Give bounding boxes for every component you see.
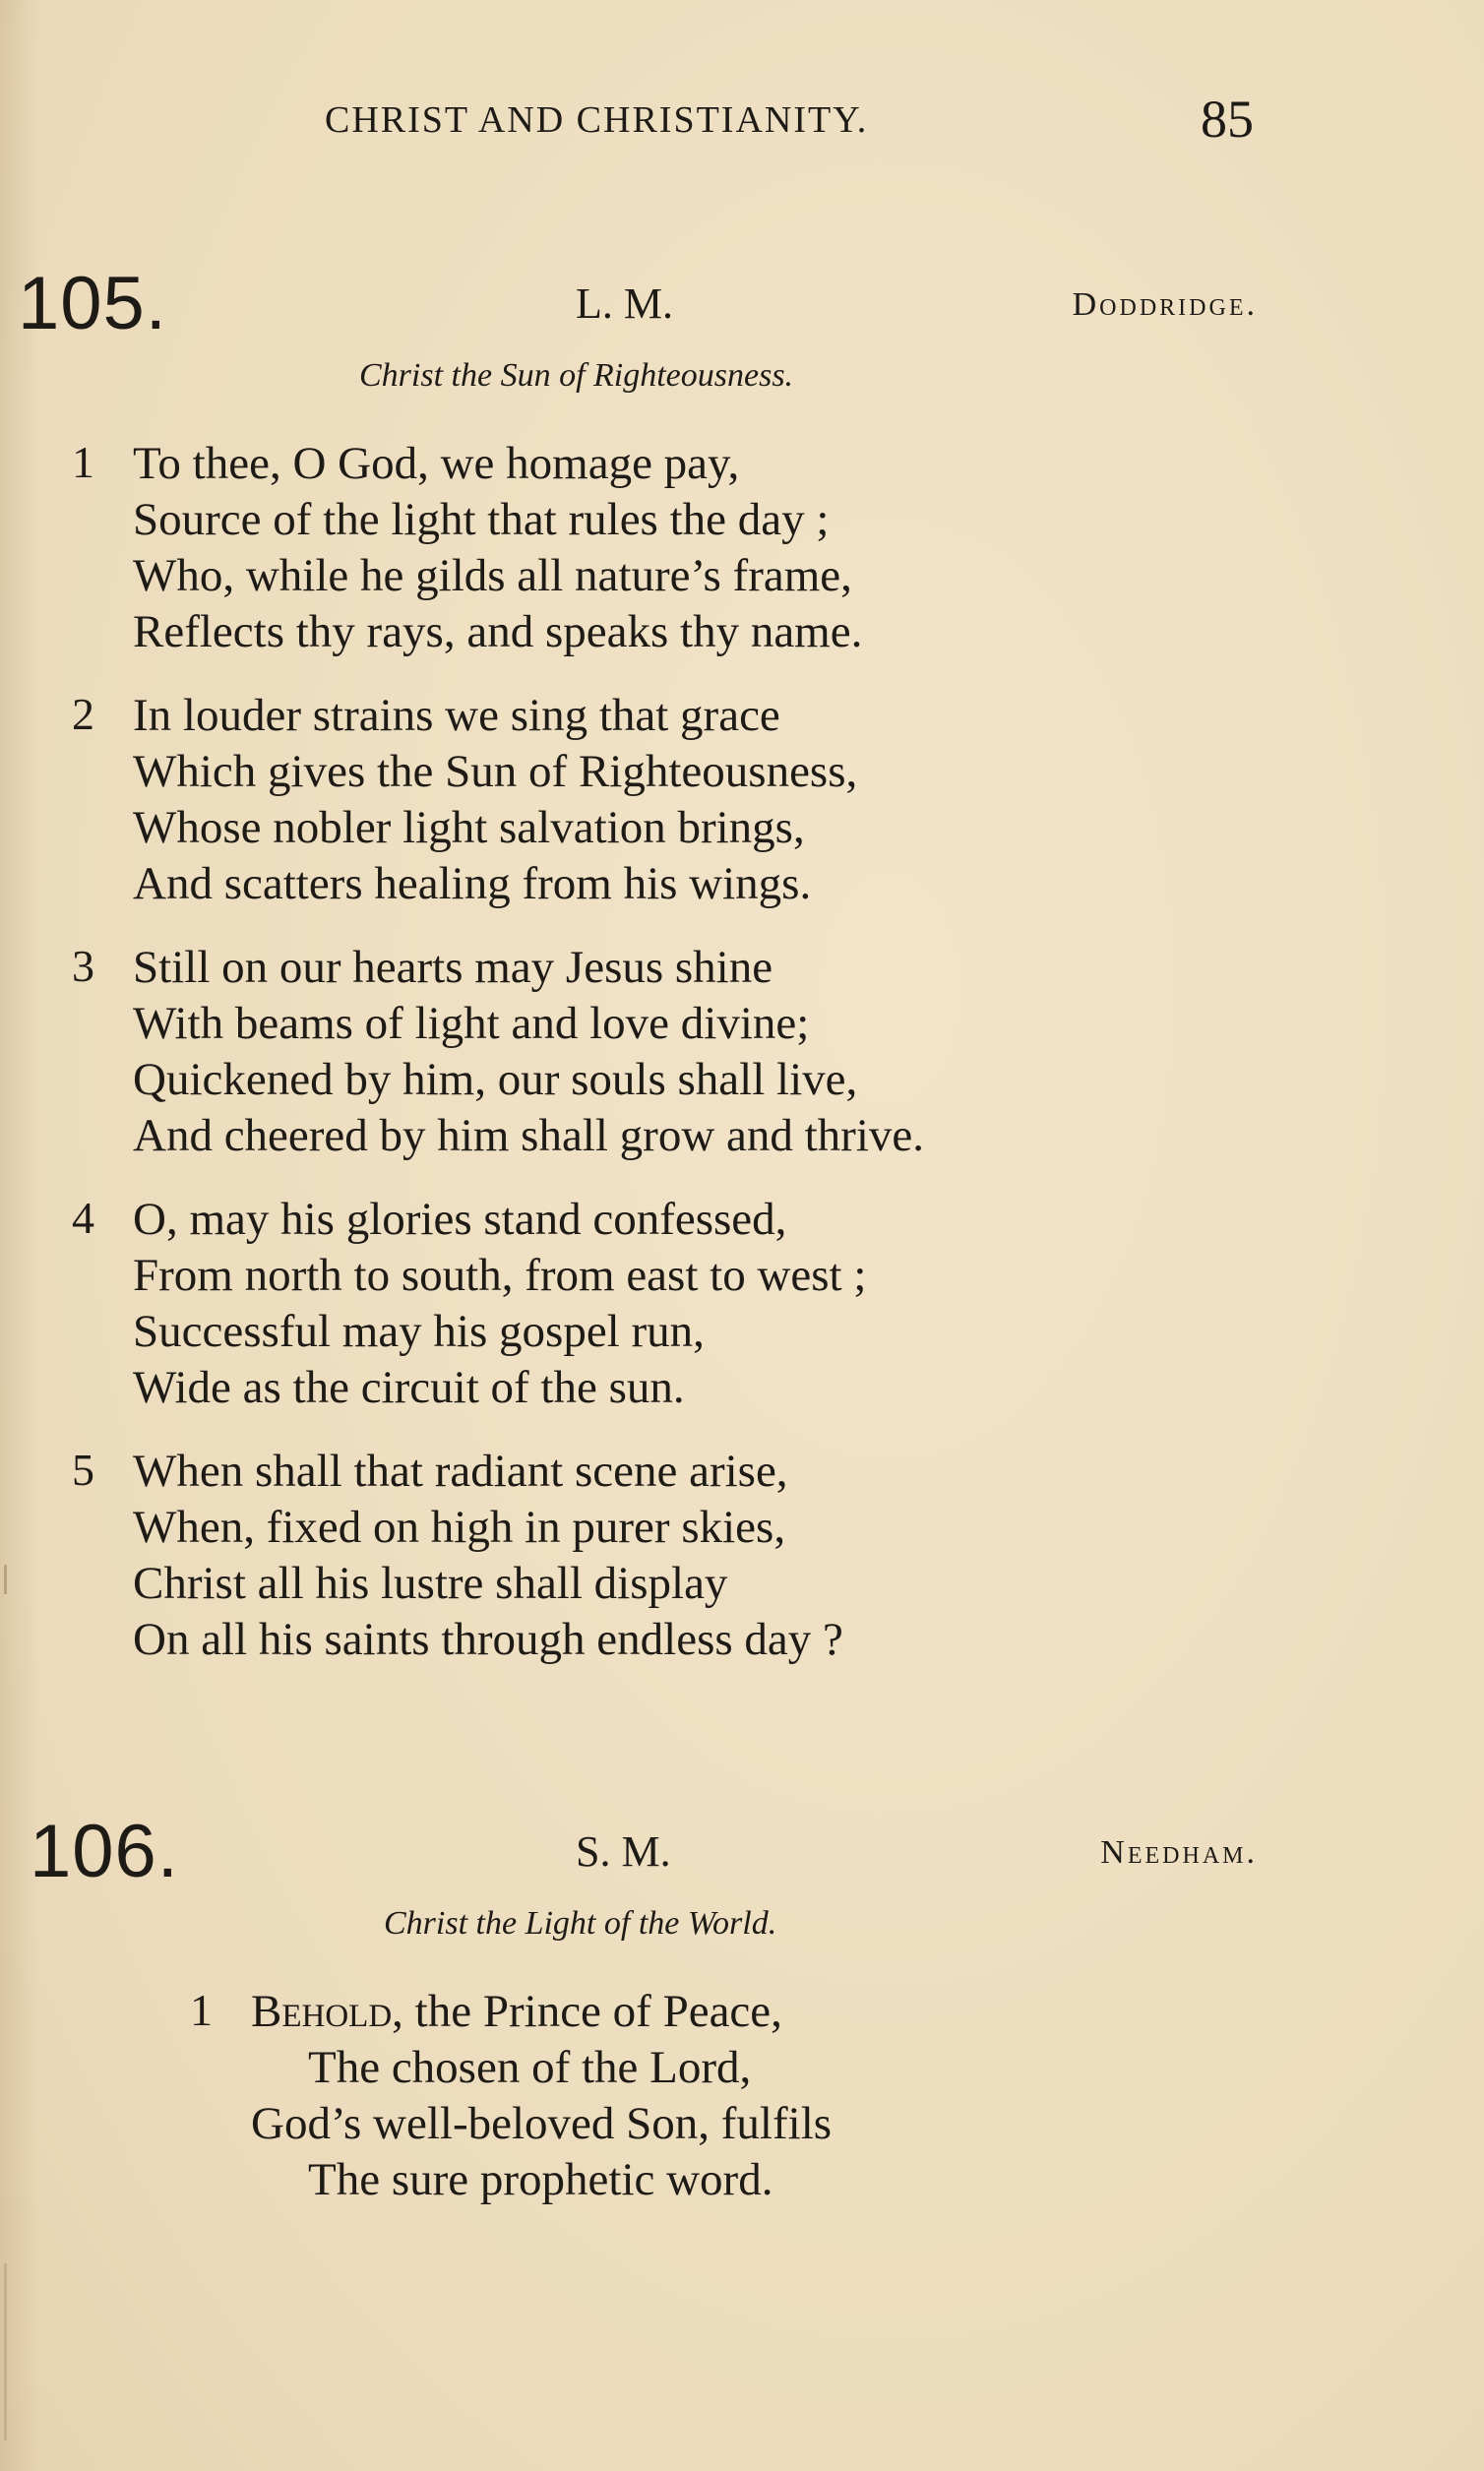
stanza (72, 436, 1484, 660)
verse-line: The sure prophetic word. (308, 2154, 773, 2205)
hymn-number: 105. (18, 262, 167, 345)
verse-line: Still on our hearts may Jesus shine (133, 942, 773, 993)
hymn-header (0, 261, 1484, 369)
running-title: CHRIST AND CHRISTIANITY. (325, 99, 869, 141)
verse-number: 4 (72, 1193, 94, 1243)
verse-number: 1 (190, 1985, 213, 2035)
verse-line: Quickened by him, our souls shall live, (133, 1054, 858, 1105)
hymn-author: Doddridge. (1072, 286, 1258, 323)
verse-line: Source of the light that rules the day ; (133, 494, 830, 545)
verse-line: Christ all his lustre shall display (133, 1558, 728, 1609)
verse-number: 3 (72, 941, 94, 991)
page-edge-mark (4, 1565, 7, 1594)
verse-line: Successful may his gospel run, (133, 1306, 705, 1357)
verse-number: 2 (72, 689, 94, 739)
verse-line: In louder strains we sing that grace (133, 690, 780, 741)
stanza (72, 1192, 1484, 1416)
verse-line: To thee, O God, we homage pay, (133, 438, 740, 489)
verse-line: The chosen of the Lord, (308, 2042, 752, 2093)
hymn-subtitle: Christ the Sun of Righteousness. (359, 357, 794, 394)
hymn-subtitle: Christ the Light of the World. (384, 1905, 777, 1942)
hymn-header (0, 1809, 1484, 1917)
verse-line: Wide as the circuit of the sun. (133, 1362, 685, 1413)
hymn-106 (0, 1809, 1484, 2236)
hymn-author: Needham. (1100, 1834, 1258, 1871)
first-word: Behold, (251, 1986, 403, 2037)
verse-number: 5 (72, 1445, 94, 1495)
verse-line: And scatters healing from his wings. (133, 858, 812, 909)
stanza (72, 940, 1484, 1164)
verse-line: With beams of light and love divine; (133, 998, 810, 1049)
verse-line: Whose nobler light salvation brings, (133, 802, 805, 853)
verse-line: On all his saints through endless day ? (133, 1614, 843, 1665)
stanza (72, 688, 1484, 912)
verse-line: From north to south, from east to west ; (133, 1250, 867, 1301)
page-edge-mark (4, 2263, 7, 2440)
verse-line (251, 1984, 1484, 2040)
page-number: 85 (1201, 90, 1254, 149)
verse-line: When, fixed on high in purer skies, (133, 1502, 786, 1553)
hymn-number: 106. (30, 1810, 179, 1893)
verse-line: Reflects thy rays, and speaks thy name. (133, 606, 863, 657)
verse-line: Which gives the Sun of Righteousness, (133, 746, 858, 797)
stanza (72, 1444, 1484, 1668)
verse-line: Who, while he gilds all nature’s frame, (133, 550, 852, 601)
verse-number: 1 (72, 437, 94, 487)
stanza (190, 1984, 1484, 2208)
hymn-meter: S. M. (576, 1827, 671, 1876)
verse-line-rest: the Prince of Peace, (402, 1986, 782, 2037)
verse-line: And cheered by him shall grow and thrive. (133, 1110, 925, 1161)
hymn-105 (0, 261, 1484, 1696)
verse-line: God’s well-beloved Son, fulfils (251, 2098, 833, 2149)
verse-line: When shall that radiant scene arise, (133, 1446, 788, 1497)
hymn-meter: L. M. (576, 279, 673, 328)
running-head (325, 90, 1309, 157)
verse-line: O, may his glories stand confessed, (133, 1194, 787, 1245)
